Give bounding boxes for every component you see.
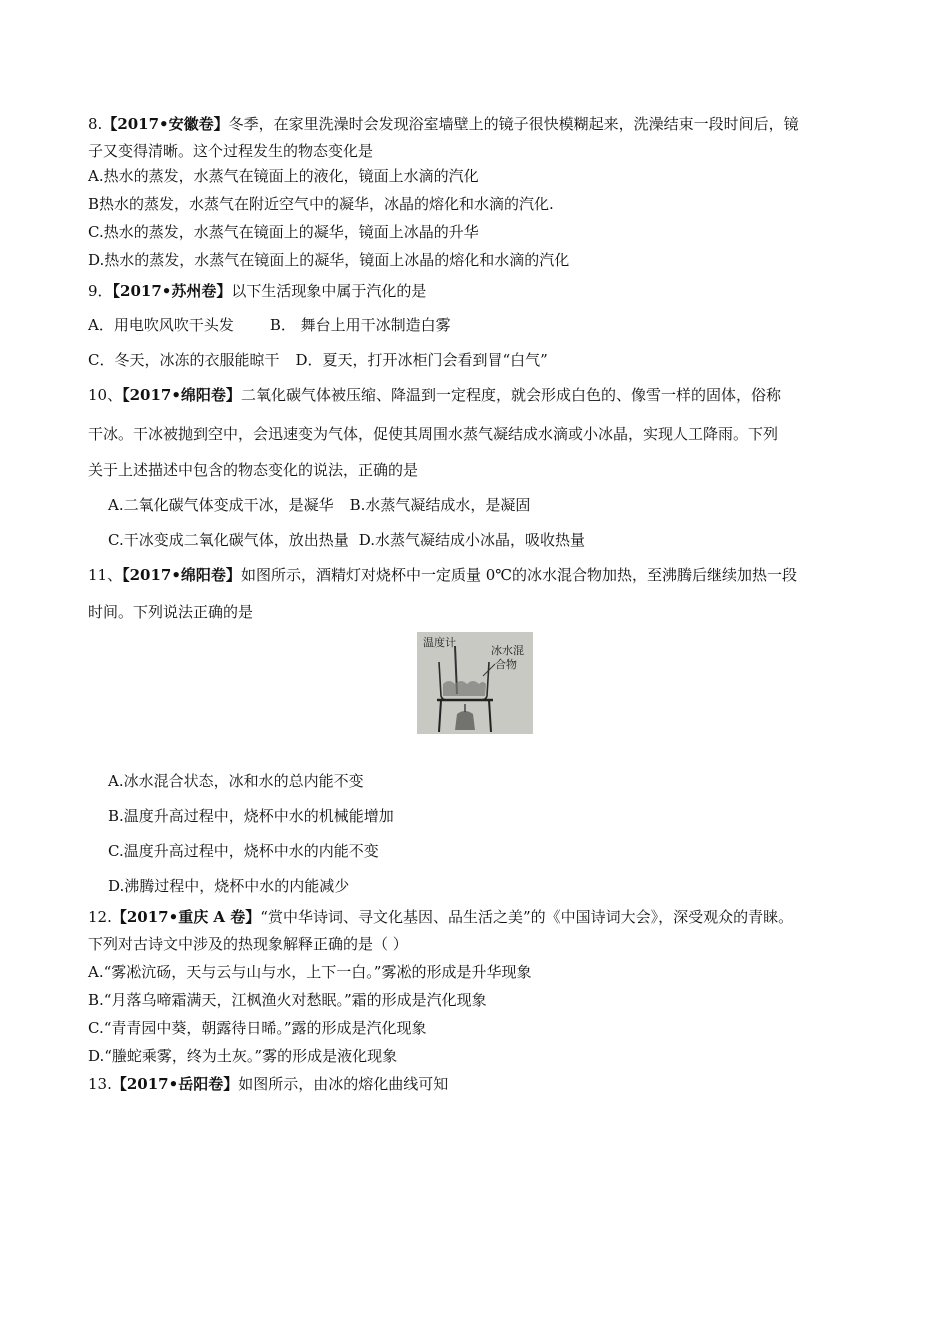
q10-option-b: B.水蒸气凝结成水，是凝固 — [349, 496, 531, 514]
q9-source: 【2017•苏州卷】 — [112, 282, 232, 300]
q9-options-row-1 — [88, 315, 451, 335]
beaker-heating-figure — [417, 632, 533, 734]
q11-option-d: D.沸腾过程中，烧杯中水的内能减少 — [108, 877, 350, 895]
beaker-apparatus-drawing — [417, 632, 533, 734]
q10-stem-line-2: 干冰。干冰被抛到空中，会迅速变为气体，促使其周围水蒸气凝结成水滴或小冰晶，实现人工降雨。下列 — [88, 425, 779, 443]
q8-stem-line-1 — [88, 114, 799, 134]
q12-stem: “赏中华诗词、寻文化基因、品生活之美”的《中国诗词大会》，深受观众的青睐。 — [260, 908, 794, 926]
q11-option-a: A.冰水混合状态，冰和水的总内能不变 — [108, 772, 364, 790]
q10-option-d: D.水蒸气凝结成小冰晶，吸收热量 — [358, 531, 585, 549]
q10-stem: 二氧化碳气体被压缩、降温到一定程度，就会形成白色的、像雪一样的固体，俗称 — [240, 386, 781, 404]
q12-stem-line-1 — [88, 907, 793, 927]
q10-stem-line-3: 关于上述描述中包含的物态变化的说法，正确的是 — [88, 461, 419, 479]
q8-option-b: B热水的蒸发，水蒸气在附近空气中的凝华，冰晶的熔化和水滴的汽化. — [88, 195, 554, 213]
q12-stem-line-2: 下列对古诗文中涉及的热现象解释正确的是（ ） — [88, 935, 408, 953]
q12-number: 12. — [88, 908, 112, 926]
figure-label-mixture-1: 冰水混 — [491, 644, 524, 657]
q12-option-c: C.“青青园中葵，朝露待日晞。”露的形成是汽化现象 — [88, 1019, 427, 1037]
q9-option-a: A．用电吹风吹干头发 — [88, 316, 234, 334]
q10-number: 10、 — [88, 386, 123, 404]
q10-option-c: C.干冰变成二氧化碳气体，放出热量 — [108, 531, 349, 549]
q9-option-c: C．冬天，冰冻的衣服能晾干 — [88, 351, 280, 369]
q12-option-d: D.“螣蛇乘雾，终为土灰。”雾的形成是液化现象 — [88, 1047, 398, 1065]
q8-stem: 冬季，在家里洗澡时会发现浴室墙壁上的镜子很快模糊起来，洗澡结束一段时间后，镜 — [228, 115, 799, 133]
q10-options-row-1 — [108, 495, 530, 515]
q11-number: 11、 — [88, 566, 123, 584]
q10-option-a: A.二氧化碳气体变成干冰，是凝华 — [108, 496, 334, 514]
q11-stem-line-2: 时间。下列说法正确的是 — [88, 603, 254, 621]
q10-source: 【2017•绵阳卷】 — [122, 386, 241, 404]
q10-options-row-2 — [108, 530, 585, 550]
q12-option-b: B.“月落乌啼霜满天，江枫渔火对愁眠。”霜的形成是汽化现象 — [88, 991, 487, 1009]
q11-source: 【2017•绵阳卷】 — [122, 566, 241, 584]
q13-stem: 如图所示，由冰的熔化曲线可知 — [238, 1075, 449, 1093]
q8-option-c: C.热水的蒸发，水蒸气在镜面上的凝华，镜面上冰晶的升华 — [88, 223, 479, 241]
q9-option-b: B． 舞台上用干冰制造白雾 — [269, 316, 451, 334]
q9-number: 9． — [88, 282, 113, 300]
q11-option-b: B.温度升高过程中，烧杯中水的机械能增加 — [108, 807, 394, 825]
figure-label-thermometer: 温度计 — [423, 636, 456, 649]
q12-source: 【2017•重庆 A 卷】 — [111, 908, 261, 926]
q13-stem-line — [88, 1074, 448, 1094]
q13-number: 13. — [88, 1075, 112, 1093]
q11-stem-line-1 — [88, 565, 797, 585]
q8-number: 8. — [88, 115, 103, 133]
q9-options-row-2 — [88, 350, 548, 370]
q12-option-a: A.“雾凇沆砀，天与云与山与水，上下一白。”雾凇的形成是升华现象 — [88, 963, 532, 981]
q8-source: 【2017•安徽卷】 — [102, 115, 229, 133]
q9-option-d: D．夏天，打开冰柜门会看到冒“白气” — [295, 351, 548, 369]
figure-label-mixture-2: 合物 — [495, 658, 517, 671]
q8-stem-line-2: 子又变得清晰。这个过程发生的物态变化是 — [88, 142, 374, 160]
q11-option-c: C.温度升高过程中，烧杯中水的内能不变 — [108, 842, 379, 860]
q13-source: 【2017•岳阳卷】 — [111, 1075, 239, 1093]
q9-stem-line — [88, 281, 426, 301]
q8-option-d: D.热水的蒸发，水蒸气在镜面上的凝华，镜面上冰晶的熔化和水滴的汽化 — [88, 251, 570, 269]
q11-stem: 如图所示，酒精灯对烧杯中一定质量 0℃的冰水混合物加热，至沸腾后继续加热一段 — [240, 566, 798, 584]
q8-option-a: A.热水的蒸发，水蒸气在镜面上的液化，镜面上水滴的汽化 — [88, 167, 479, 185]
q10-stem-line-1 — [88, 385, 781, 405]
q9-stem: 以下生活现象中属于汽化的是 — [231, 282, 427, 300]
